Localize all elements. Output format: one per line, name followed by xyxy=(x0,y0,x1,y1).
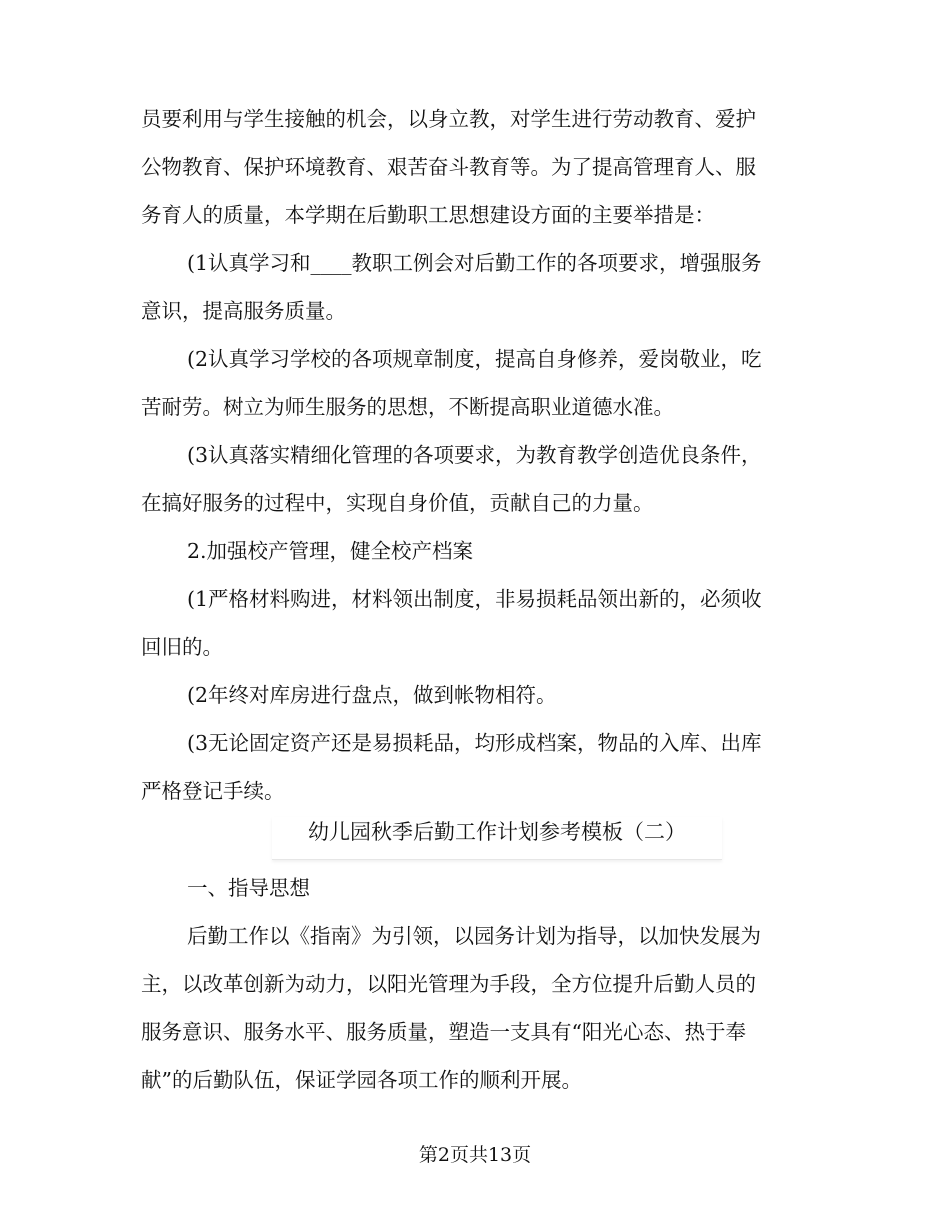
body-line: 2.加强校产管理，健全校产档案 xyxy=(187,539,474,563)
body-line: (2年终对库房进行盘点，做到帐物相符。 xyxy=(187,683,557,707)
body-line: 后勤工作以《指南》为引领，以园务计划为指导，以加快发展为 xyxy=(187,924,761,948)
body-line: 主，以改革创新为动力，以阳光管理为手段，全方位提升后勤人员的 xyxy=(141,972,756,996)
body-line: 苦耐劳。树立为师生服务的思想，不断提高职业道德水准。 xyxy=(141,395,674,419)
page-footer: 第2页共13页 xyxy=(418,1144,532,1166)
body-line: 公物教育、保护环境教育、艰苦奋斗教育等。为了提高管理育人、服 xyxy=(141,155,756,179)
body-line: 回旧的。 xyxy=(141,635,223,659)
body-line: 一、指导思想 xyxy=(187,876,310,900)
body-line: 严格登记手续。 xyxy=(141,779,285,803)
section-title: 幼儿园秋季后勤工作计划参考模板（二） xyxy=(272,817,722,860)
body-line: 意识，提高服务质量。 xyxy=(141,299,346,323)
body-line: 服务意识、服务水平、服务质量，塑造一支具有“阳光心态、热于奉 xyxy=(141,1020,746,1044)
body-line: (3认真落实精细化管理的各项要求，为教育教学创造优良条件， xyxy=(187,443,762,467)
body-line: (3无论固定资产还是易损耗品，均形成档案，物品的入库、出库 xyxy=(187,731,762,755)
body-line: (2认真学习学校的各项规章制度，提高自身修养，爱岗敬业，吃 xyxy=(187,347,762,371)
body-line: 务育人的质量，本学期在后勤职工思想建设方面的主要举措是： xyxy=(141,203,715,227)
body-line: (1认真学习和____教职工例会对后勤工作的各项要求，增强服务 xyxy=(187,251,762,275)
body-line: 员要利用与学生接触的机会，以身立教，对学生进行劳动教育、爱护 xyxy=(141,107,756,131)
body-line: 献”的后勤队伍，保证学园各项工作的顺利开展。 xyxy=(141,1068,582,1092)
body-line: 在搞好服务的过程中，实现自身价值，贡献自己的力量。 xyxy=(141,491,654,515)
body-line: (1严格材料购进，材料领出制度，非易损耗品领出新的，必须收 xyxy=(187,587,762,611)
